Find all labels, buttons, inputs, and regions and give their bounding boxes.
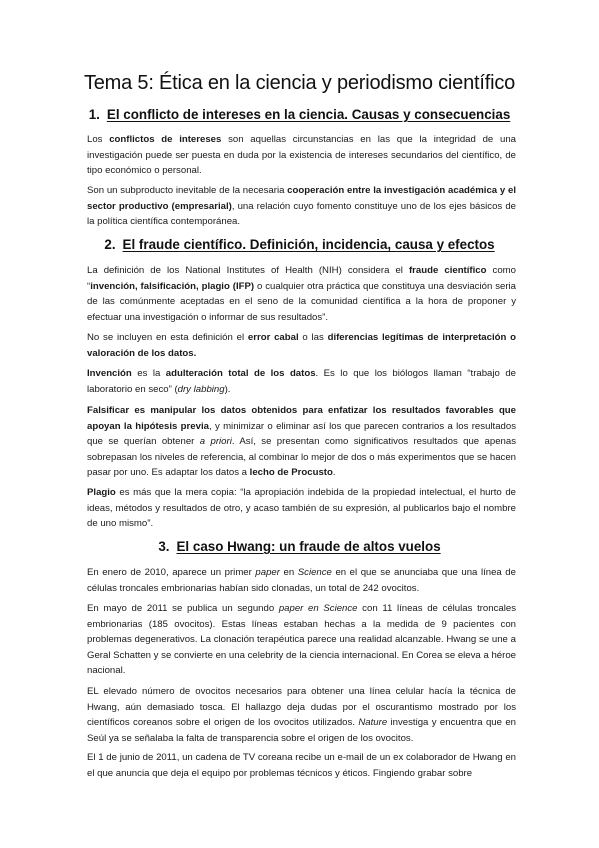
text-run: Los (87, 134, 110, 145)
text-run: . Es lo que los biólogos llaman “trabajo de laboratorio en seco” ( (87, 368, 516, 395)
paragraph (87, 684, 516, 746)
text-run: El 1 de junio de 2011, un cadena de TV coreana recibe un e-mail de un ex colaborador de Hwang en el que anuncia que deja el equipo por problemas técnicos y éticos. Fingiendo grabar sobre (87, 752, 516, 779)
italic-text: paper en Science (278, 603, 358, 614)
section-heading-3 (0, 539, 599, 554)
section-title: El caso Hwang: un fraude de altos vuelos (176, 539, 441, 554)
italic-text: Science (297, 567, 332, 578)
paragraph (87, 183, 516, 230)
text-run: Son un subproducto inevitable de la necesaria (87, 185, 288, 196)
section-number: 3. (158, 539, 170, 554)
paragraph (87, 565, 516, 596)
section-number: 2. (104, 237, 116, 252)
bold-text: diferencias legítimas de interpretación o valoración de los datos. (87, 332, 516, 359)
bold-text: fraude científico (408, 265, 487, 276)
text-run: es más que la mera copia: “la apropiación indebida de la propiedad intelectual, el hurto de ideas, métodos y resultados de otro, y acaso también de su expresión, al publicarlos bajo el nombre de uno mismo”. (87, 487, 516, 530)
text-run: La definición de los National Institutes of Health (NIH) considera el (87, 265, 409, 276)
paragraph (87, 263, 516, 325)
text-run: , una relación cuyo fomento constituye uno de los ejes básicos de la política científica contemporánea. (87, 200, 516, 228)
bold-text: lecho de Procusto (249, 467, 333, 479)
text-run: en (279, 567, 298, 578)
bold-text: error cabal (247, 332, 299, 343)
text-run: ). (224, 383, 231, 395)
italic-text: dry labbing (177, 383, 225, 395)
bold-text: invención, falsificación, plagio (IFP) (90, 280, 255, 292)
text-run: , y minimizar o eliminar así los que parecen contrarios a los resultados que se querían obtener (87, 420, 517, 448)
text-run: En enero de 2010, aparece un primer (87, 567, 256, 578)
section-heading-2 (0, 237, 599, 252)
paragraph (87, 132, 516, 179)
bold-text: cooperación entre la investigación académica y el sector productivo (empresarial) (87, 185, 516, 212)
page-title: Tema 5: Ética en la ciencia y periodismo científico (83, 72, 516, 94)
paragraph (87, 366, 516, 397)
text-run: son aquellas circunstancias en las que la integridad de una investigación puede ser puesta en duda por la existencia de intereses secundarios del científico, de tipo económico o personal. (87, 134, 516, 177)
text-run: No se incluyen en esta definición el (87, 332, 248, 343)
paragraph (87, 403, 516, 481)
bold-text: Falsificar es manipular los datos obtenidos para enfatizar los resultados favorables que apoyan la hipótesis previa (87, 405, 516, 432)
paragraph (87, 601, 516, 679)
paragraph (87, 485, 516, 532)
section-heading-1 (0, 107, 599, 122)
section-title: El conflicto de intereses en la ciencia. Causas y consecuencias (106, 107, 511, 122)
text-run: es la (131, 368, 166, 379)
section-title: El fraude científico. Definición, incidencia, causa y efectos (122, 237, 495, 252)
bold-text: conflictos de intereses (109, 134, 222, 145)
text-run: . Así, se presentan como significativos resultados que apenas sobrepasan los niveles de referencia, al combinar lo mejor de dos o más experimentos que se hacen pasar por uno. Es adaptar los datos a (87, 436, 517, 479)
italic-text: Nature (358, 717, 388, 729)
text-run: EL elevado número de ovocitos necesarios para obtener una línea celular hacía la técnica de Hwang, aún demasiado tosca. El hallazgo deja dudas por el oscurantismo mostrado por los científicos coreanos sobre el origen de los ovocitos utilizados. (87, 686, 516, 729)
paragraph (87, 750, 516, 781)
text-run: investiga y encuentra que en Seúl ya se señalaba la falta de transparencia sobre el origen de los ovocitos. (87, 717, 516, 744)
text-run: En mayo de 2011 se publica un segundo (87, 603, 279, 614)
bold-text: Plagio (87, 487, 116, 498)
text-run: con 11 líneas de células troncales embrionarias (185 ovocitos). Estas líneas estaban hechas a la medida de 9 pacientes con problemas degenerativos. La clonación terapéutica parece una realidad alcanzable. Hwang se une a Geral Schatten y se convierte en una celebrity de la ciencia internacional. En Corea se eleva a héroe nacional. (87, 603, 516, 677)
text-run: . (332, 467, 336, 479)
italic-text: a priori (199, 436, 232, 448)
text-run: en el que se anunciaba que una línea de células troncales embrionarias habían sido clonadas, un total de 242 ovocitos. (87, 567, 516, 594)
italic-text: paper (255, 567, 280, 578)
text-run: o las (298, 332, 328, 343)
bold-text: adulteración total de los datos (165, 368, 316, 379)
paragraph (87, 330, 516, 361)
bold-text: Invención (87, 368, 132, 379)
section-number: 1. (88, 107, 100, 122)
text-run: como “ (87, 265, 516, 292)
text-run: o cualquier otra práctica que constituya una desviación seria de las comúnmente aceptadas en el seno de la comunidad científica a la hora de proponer y efectuar una investigación o informar de sus resultados”. (87, 280, 516, 323)
